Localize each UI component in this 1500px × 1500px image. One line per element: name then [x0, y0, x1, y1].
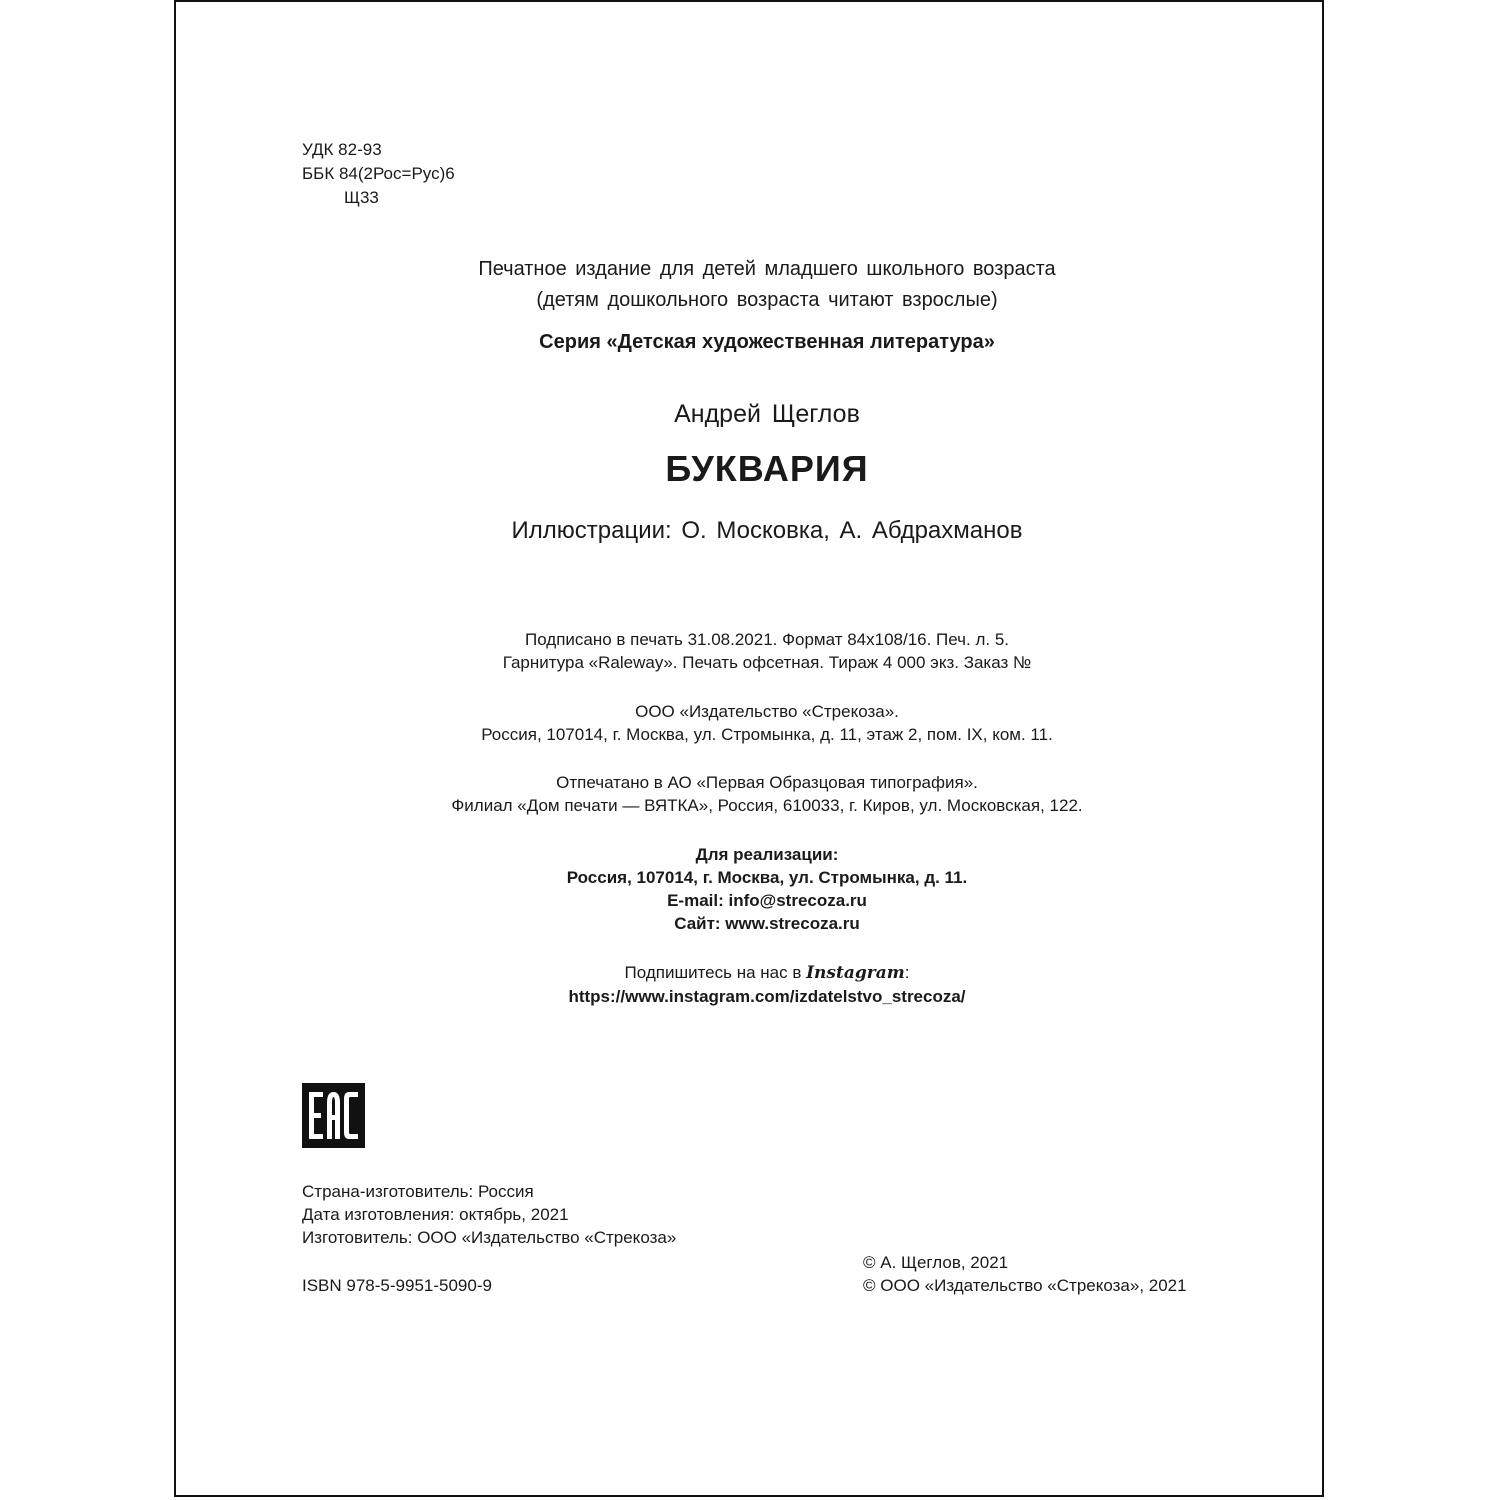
- bbk-code: ББК 84(2Рос=Рус)6: [302, 164, 455, 183]
- instagram-invite: [174, 961, 1360, 985]
- instagram-url: https://www.instagram.com/izdatelstvo_strecoza/: [568, 987, 966, 1006]
- illustrators-credit: Иллюстрации: О. Московка, А. Абдрахманов: [511, 517, 1023, 544]
- udk-code: УДК 82-93: [302, 140, 382, 159]
- manufacturer-country: Страна-изготовитель: Россия: [302, 1182, 534, 1201]
- copyright-notice: [863, 1251, 1187, 1297]
- printer-address: Филиал «Дом печати — ВЯТКА», Россия, 610033, г. Киров, ул. Московская, 122.: [451, 796, 1083, 815]
- print-info-line-1: Подписано в печать 31.08.2021. Формат 84x108/16. Печ. л. 5.: [524, 630, 1010, 649]
- isbn: ISBN 978-5-9951-5090-9: [302, 1276, 492, 1295]
- print-info-line-2: Гарнитура «Raleway». Печать офсетная. Тираж 4 000 экз. Заказ №: [502, 653, 1032, 672]
- printer-name: Отпечатано в АО «Первая Образцовая типография».: [556, 773, 978, 792]
- instagram-brand: Instagram: [806, 963, 905, 983]
- distribution-site: Сайт: www.strecoza.ru: [674, 914, 860, 933]
- manufacturer-date: Дата изготовления: октябрь, 2021: [302, 1205, 569, 1224]
- audience-note: [174, 254, 1360, 316]
- printer-info: [174, 771, 1360, 817]
- book-title: БУКВАРИЯ: [665, 448, 869, 489]
- instagram-prefix: Подпишитесь на нас в: [624, 963, 807, 982]
- bibliographic-codes: [302, 138, 455, 210]
- eac-mark-icon: [302, 1083, 365, 1148]
- distribution-address: Россия, 107014, г. Москва, ул. Стромынка, д. 11.: [566, 868, 968, 887]
- manufacturer-info: [302, 1180, 676, 1249]
- publisher-address: Россия, 107014, г. Москва, ул. Стромынка, д. 11, этаж 2, пом. IX, ком. 11.: [481, 725, 1053, 744]
- audience-line-2: (детям дошкольного возраста читают взрослые): [536, 289, 998, 311]
- publisher-info: [174, 700, 1360, 746]
- eac-certification-icon: [302, 1083, 365, 1148]
- instagram-block: [174, 961, 1360, 1008]
- book-author: Андрей Щеглов: [674, 400, 860, 428]
- copyright-author: © А. Щеглов, 2021: [863, 1253, 1009, 1272]
- distribution-heading: Для реализации:: [695, 845, 839, 864]
- instagram-suffix: :: [904, 963, 910, 982]
- series-title: Серия «Детская художественная литература»: [539, 331, 995, 353]
- distribution-email: E-mail: info@strecoza.ru: [667, 891, 867, 910]
- author-code: Щ33: [344, 188, 379, 207]
- copyright-publisher: © ООО «Издательство «Стрекоза», 2021: [863, 1276, 1187, 1295]
- print-info: [174, 628, 1360, 674]
- audience-line-1: Печатное издание для детей младшего школьного возраста: [478, 258, 1056, 280]
- distribution-info: [174, 843, 1360, 935]
- publisher-name: ООО «Издательство «Стрекоза».: [635, 702, 899, 721]
- manufacturer-name: Изготовитель: ООО «Издательство «Стрекоза»: [302, 1228, 677, 1247]
